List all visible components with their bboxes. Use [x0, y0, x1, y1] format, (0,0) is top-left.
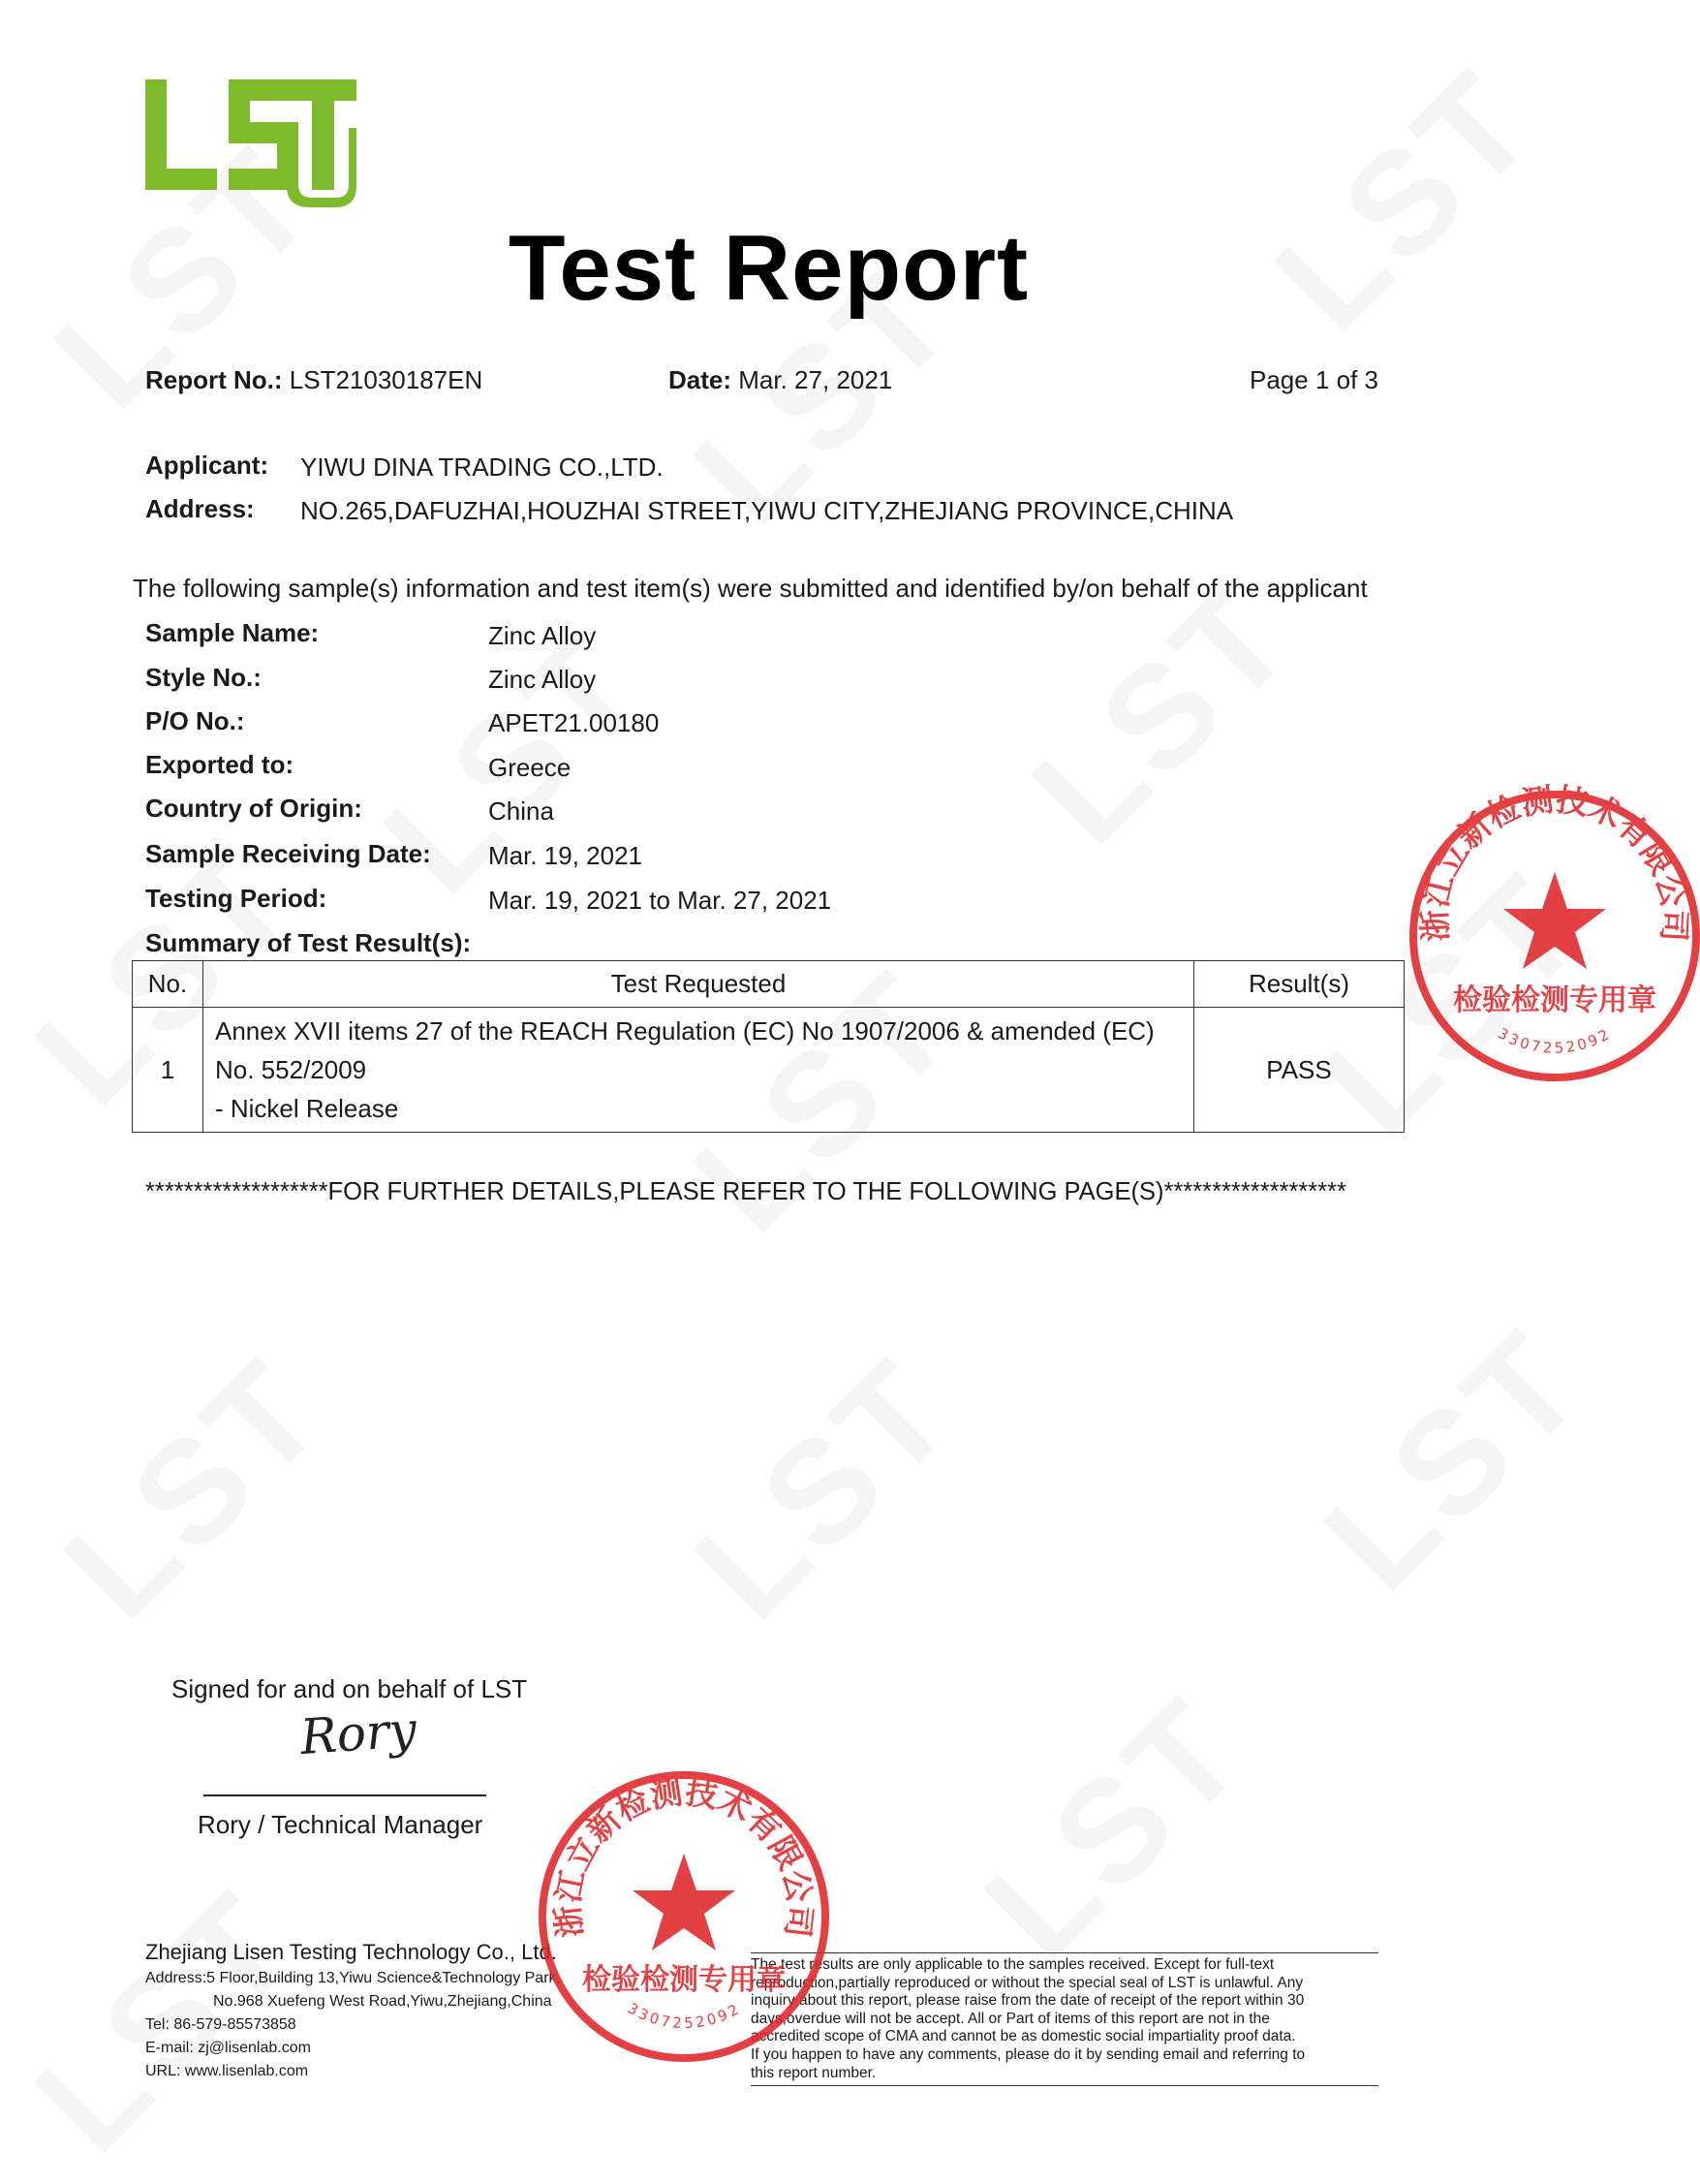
applicant-value: YIWU DINA TRADING CO.,LTD. [300, 452, 664, 482]
date-label: Date: [668, 365, 732, 394]
test-line: No. 552/2009 [215, 1055, 367, 1084]
watermark-lst [1291, 1297, 1616, 1622]
summary-table [132, 960, 1405, 1133]
disclaimer-line: The test results are only applicable to the samples received. Except for full-text [751, 1956, 1275, 1973]
signature-script: Rory [298, 1700, 418, 1766]
address-value: NO.265,DAFUZHAI,HOUZHAI STREET,YIWU CITY,ZHEJIANG PROVINCE,CHINA [300, 496, 1234, 525]
seal-serial-text-partial: 3307252092 [1495, 1024, 1615, 1057]
page-title: Test Report [508, 216, 1030, 320]
row-test [203, 1008, 1194, 1133]
sample-name-label: Sample Name: [145, 618, 320, 647]
footer-company-info [145, 1938, 561, 2083]
sample-name-value: Zinc Alloy [488, 621, 597, 650]
col-result-header: Result(s) [1194, 961, 1405, 1008]
report-date [668, 365, 892, 395]
country-of-origin-value: China [488, 796, 554, 826]
seal-serial-text: 3307252092 [624, 1999, 745, 2033]
style-no-label: Style No.: [145, 663, 262, 692]
signature-line [203, 1794, 486, 1796]
exported-to-label: Exported to: [145, 750, 294, 779]
disclaimer-line: reproduction,partially reproduced or without the special seal of LST is unlawful. Any [751, 1974, 1304, 1991]
footer-tel: Tel: 86-579-85573858 [145, 2016, 296, 2033]
receiving-date-label: Sample Receiving Date: [145, 839, 431, 868]
row-result: PASS [1194, 1008, 1405, 1133]
seal-company-text: 浙江立新检测技术有限公司 [548, 1772, 819, 1940]
footer-company: Zhejiang Lisen Testing Technology Co., Ltd. [145, 1940, 557, 1964]
footer-url: URL: www.lisenlab.com [145, 2063, 309, 2079]
page-indicator: Page 1 of 3 [1250, 365, 1378, 394]
seal-purpose-text: 检验检测专用章 [582, 1963, 786, 1997]
row-no: 1 [133, 1008, 203, 1133]
signer-name-title: Rory / Technical Manager [198, 1810, 483, 1839]
country-of-origin-label: Country of Origin: [145, 794, 362, 823]
receiving-date-value: Mar. 19, 2021 [488, 841, 642, 870]
footer-address-1: Address:5 Floor,Building 13,Yiwu Science&Technology Park, [145, 1970, 561, 1986]
report-no-label: Report No.: [145, 365, 283, 394]
company-seal-stamp-partial [1409, 783, 1700, 1089]
disclaimer-line: inquiry about this report, please raise from the date of receipt of the report within 30 [751, 1992, 1305, 2010]
signed-for-text: Signed for and on behalf of LST [171, 1674, 528, 1703]
seal-star-icon-partial [1503, 872, 1606, 969]
watermark-lst [952, 1666, 1277, 1990]
disclaimer-line: days,overdue will not be accept. All or Part of items of this report are not in the [751, 2010, 1270, 2027]
intro-text: The following sample(s) information and test item(s) were submitted and identified by/on behalf of the applicant [133, 574, 1368, 603]
po-no-label: P/O No.: [145, 706, 245, 735]
seal-company-text-partial: 浙江立新检测技术有限公司 [1415, 783, 1694, 943]
test-line: Annex XVII items 27 of the REACH Regulation (EC) No 1907/2006 & amended (EC) [215, 1016, 1155, 1045]
disclaimer-line: If you happen to have any comments, please do it by sending email and referring to [751, 2045, 1306, 2063]
col-no-header: No. [133, 961, 203, 1008]
report-no-value: LST21030187EN [289, 365, 483, 394]
watermark-lst [662, 1326, 986, 1651]
lst-logo [145, 79, 356, 207]
company-seal-stamp [536, 1768, 832, 2065]
disclaimer-line: this report number. [751, 2064, 877, 2081]
exported-to-value: Greece [488, 753, 572, 782]
footer-email: E-mail: zj@lisenlab.com [145, 2040, 311, 2056]
style-no-value: Zinc Alloy [488, 665, 597, 694]
col-test-header: Test Requested [203, 961, 1194, 1008]
footer-disclaimer [751, 1952, 1378, 2086]
watermark-lst [32, 1326, 356, 1651]
address-label: Address: [145, 494, 255, 523]
report-number [145, 365, 482, 395]
summary-heading: Summary of Test Result(s): [145, 928, 472, 957]
applicant-label: Applicant: [145, 451, 269, 480]
table-header-row [133, 961, 1405, 1008]
table-row [133, 1008, 1405, 1133]
testing-period-value: Mar. 19, 2021 to Mar. 27, 2021 [488, 886, 832, 915]
disclaimer-line: accredited scope of CMA and cannot be as domestic social impartiality proof data. [751, 2028, 1296, 2045]
footer-address-2: No.968 Xuefeng West Road,Yiwu,Zhejiang,China [213, 1993, 552, 2010]
further-details-note: *******************FOR FURTHER DETAILS,PLEASE REFER TO THE FOLLOWING PAGE(S)******************* [145, 1178, 1346, 1205]
po-no-value: APET21.00180 [488, 708, 660, 737]
seal-purpose-text-partial: 检验检测专用章 [1453, 983, 1656, 1017]
testing-period-label: Testing Period: [145, 884, 327, 913]
date-value: Mar. 27, 2021 [738, 365, 893, 394]
seal-star-icon [633, 1854, 735, 1950]
test-line: - Nickel Release [215, 1094, 399, 1123]
